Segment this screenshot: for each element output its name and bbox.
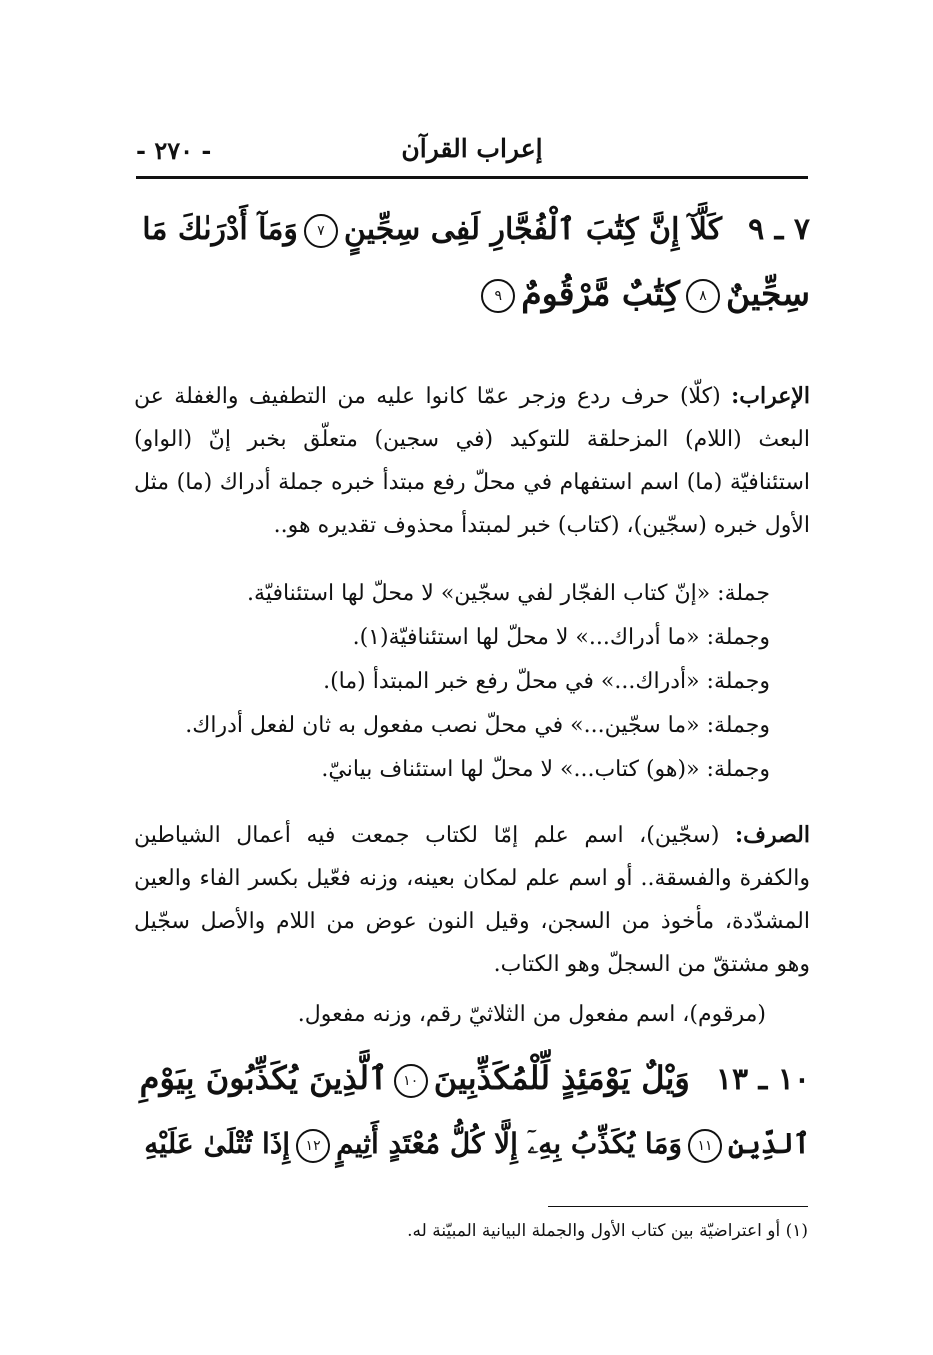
sarf-paragraph: [134, 814, 810, 986]
page-header: [136, 132, 808, 172]
verse-text: وَيْلٌ يَوْمَئِذٍ لِّلْمُكَذِّبِينَ: [433, 1059, 690, 1097]
sentence-analysis-item: وجملة: «ما سجّين...» في محلّ نصب مفعول به ثان لفعل أدراك.: [185, 713, 770, 738]
irab-paragraph: [134, 375, 810, 547]
verse-text: سِجِّينٌ: [725, 274, 810, 313]
sentence-analysis-item: وجملة: «أدراك...» في محلّ رفع خبر المبتدأ (ما).: [323, 669, 770, 694]
ayah-number-marker: ١٢: [296, 1129, 330, 1163]
sentence-analysis-item: وجملة: «ما أدراك...» لا محلّ لها استئنافيّة(١).: [352, 625, 770, 650]
verse-text: وَمَا يُكَذِّبُ بِهِۦٓ إِلَّا كُلُّ مُعْتَدٍ أَثِيمٍ: [336, 1127, 682, 1160]
sentence-analysis-item: جملة: «إنّ كتاب الفجّار لفي سجّين» لا محلّ لها استئنافيّة.: [247, 581, 770, 606]
verse-block-7-9: [134, 198, 810, 326]
marqum-text: (مرقوم)، اسم مفعول من الثلاثيّ رقم، وزنه مفعول.: [297, 1002, 766, 1027]
header-rule: [136, 176, 808, 179]
footnote-rule: [548, 1206, 808, 1207]
sentence-analysis-list: [160, 572, 770, 792]
verse-text: كَلَّآ إِنَّ كِتَٰبَ ٱلْفُجَّارِ لَفِى سِجِّينٍ: [343, 212, 723, 247]
sarf-label: الصرف:: [735, 822, 810, 848]
verse-block-10-13: [134, 1046, 810, 1176]
sarf-text: (سجّين)، اسم علم إمّا لكتاب جمعت فيه أعمال الشياطين والكفرة والفسقة.. أو اسم علم لمكان بعينه، وزنه فعّيل بكسر الفاء والعين المشدّدة، مأخوذ من السجن، وقيل النون عوض من اللام والأصل سجّيل وهو مشتقّ من السجلّ وهو الكتاب.: [134, 823, 810, 977]
verse-line: [134, 198, 810, 262]
verse-text: ٱلدِّينِ: [727, 1127, 810, 1160]
verse-text: ٱلَّذِينَ يُكَذِّبُونَ بِيَوْمِ: [139, 1059, 388, 1097]
page-number: - ٢٧٠ -: [136, 136, 212, 165]
verse-line: [134, 262, 810, 326]
verse-text: وَمَآ أَدْرَىٰكَ مَا: [142, 212, 298, 247]
verse-line: [134, 1046, 810, 1112]
footnote: (١) أو اعتراضيّة بين كتاب الأول والجملة البيانية المبيّنة له.: [407, 1221, 808, 1241]
ayah-number-marker: ٧: [304, 214, 338, 248]
ayah-number-marker: ٨: [686, 279, 720, 313]
verse-line: [134, 1112, 810, 1176]
irab-text: (كلّا) حرف ردع وزجر عمّا كانوا عليه من التطفيف والغفلة عن البعث (اللام) المزحلقة للتوكيد (في سجين) متعلّق بخبر إنّ (الواو) استئنافيّة (ما) اسم استفهام في محلّ رفع مبتدأ خبره جملة أدراك (ما) مثل الأول خبره (سجّين)، (كتاب) خبر لمبتدأ محذوف تقديره هو..: [134, 384, 810, 538]
verse-text: إِذَا تُتْلَىٰ عَلَيْهِ: [144, 1127, 291, 1160]
running-title: إعراب القرآن: [401, 134, 543, 163]
marqum-paragraph: [134, 993, 810, 1036]
verse-reference: ٧ ـ ٩: [748, 212, 810, 247]
verse-reference: ١٠ ـ ١٣: [715, 1062, 810, 1097]
sentence-analysis-item: وجملة: «(هو) كتاب...» لا محلّ لها استئناف بيانيّ.: [321, 757, 770, 782]
ayah-number-marker: ١٠: [394, 1064, 428, 1098]
verse-text: كِتَٰبٌ مَّرْقُومٌ: [521, 274, 680, 313]
ayah-number-marker: ١١: [688, 1129, 722, 1163]
irab-label: الإعراب:: [731, 383, 810, 409]
ayah-number-marker: ٩: [481, 279, 515, 313]
